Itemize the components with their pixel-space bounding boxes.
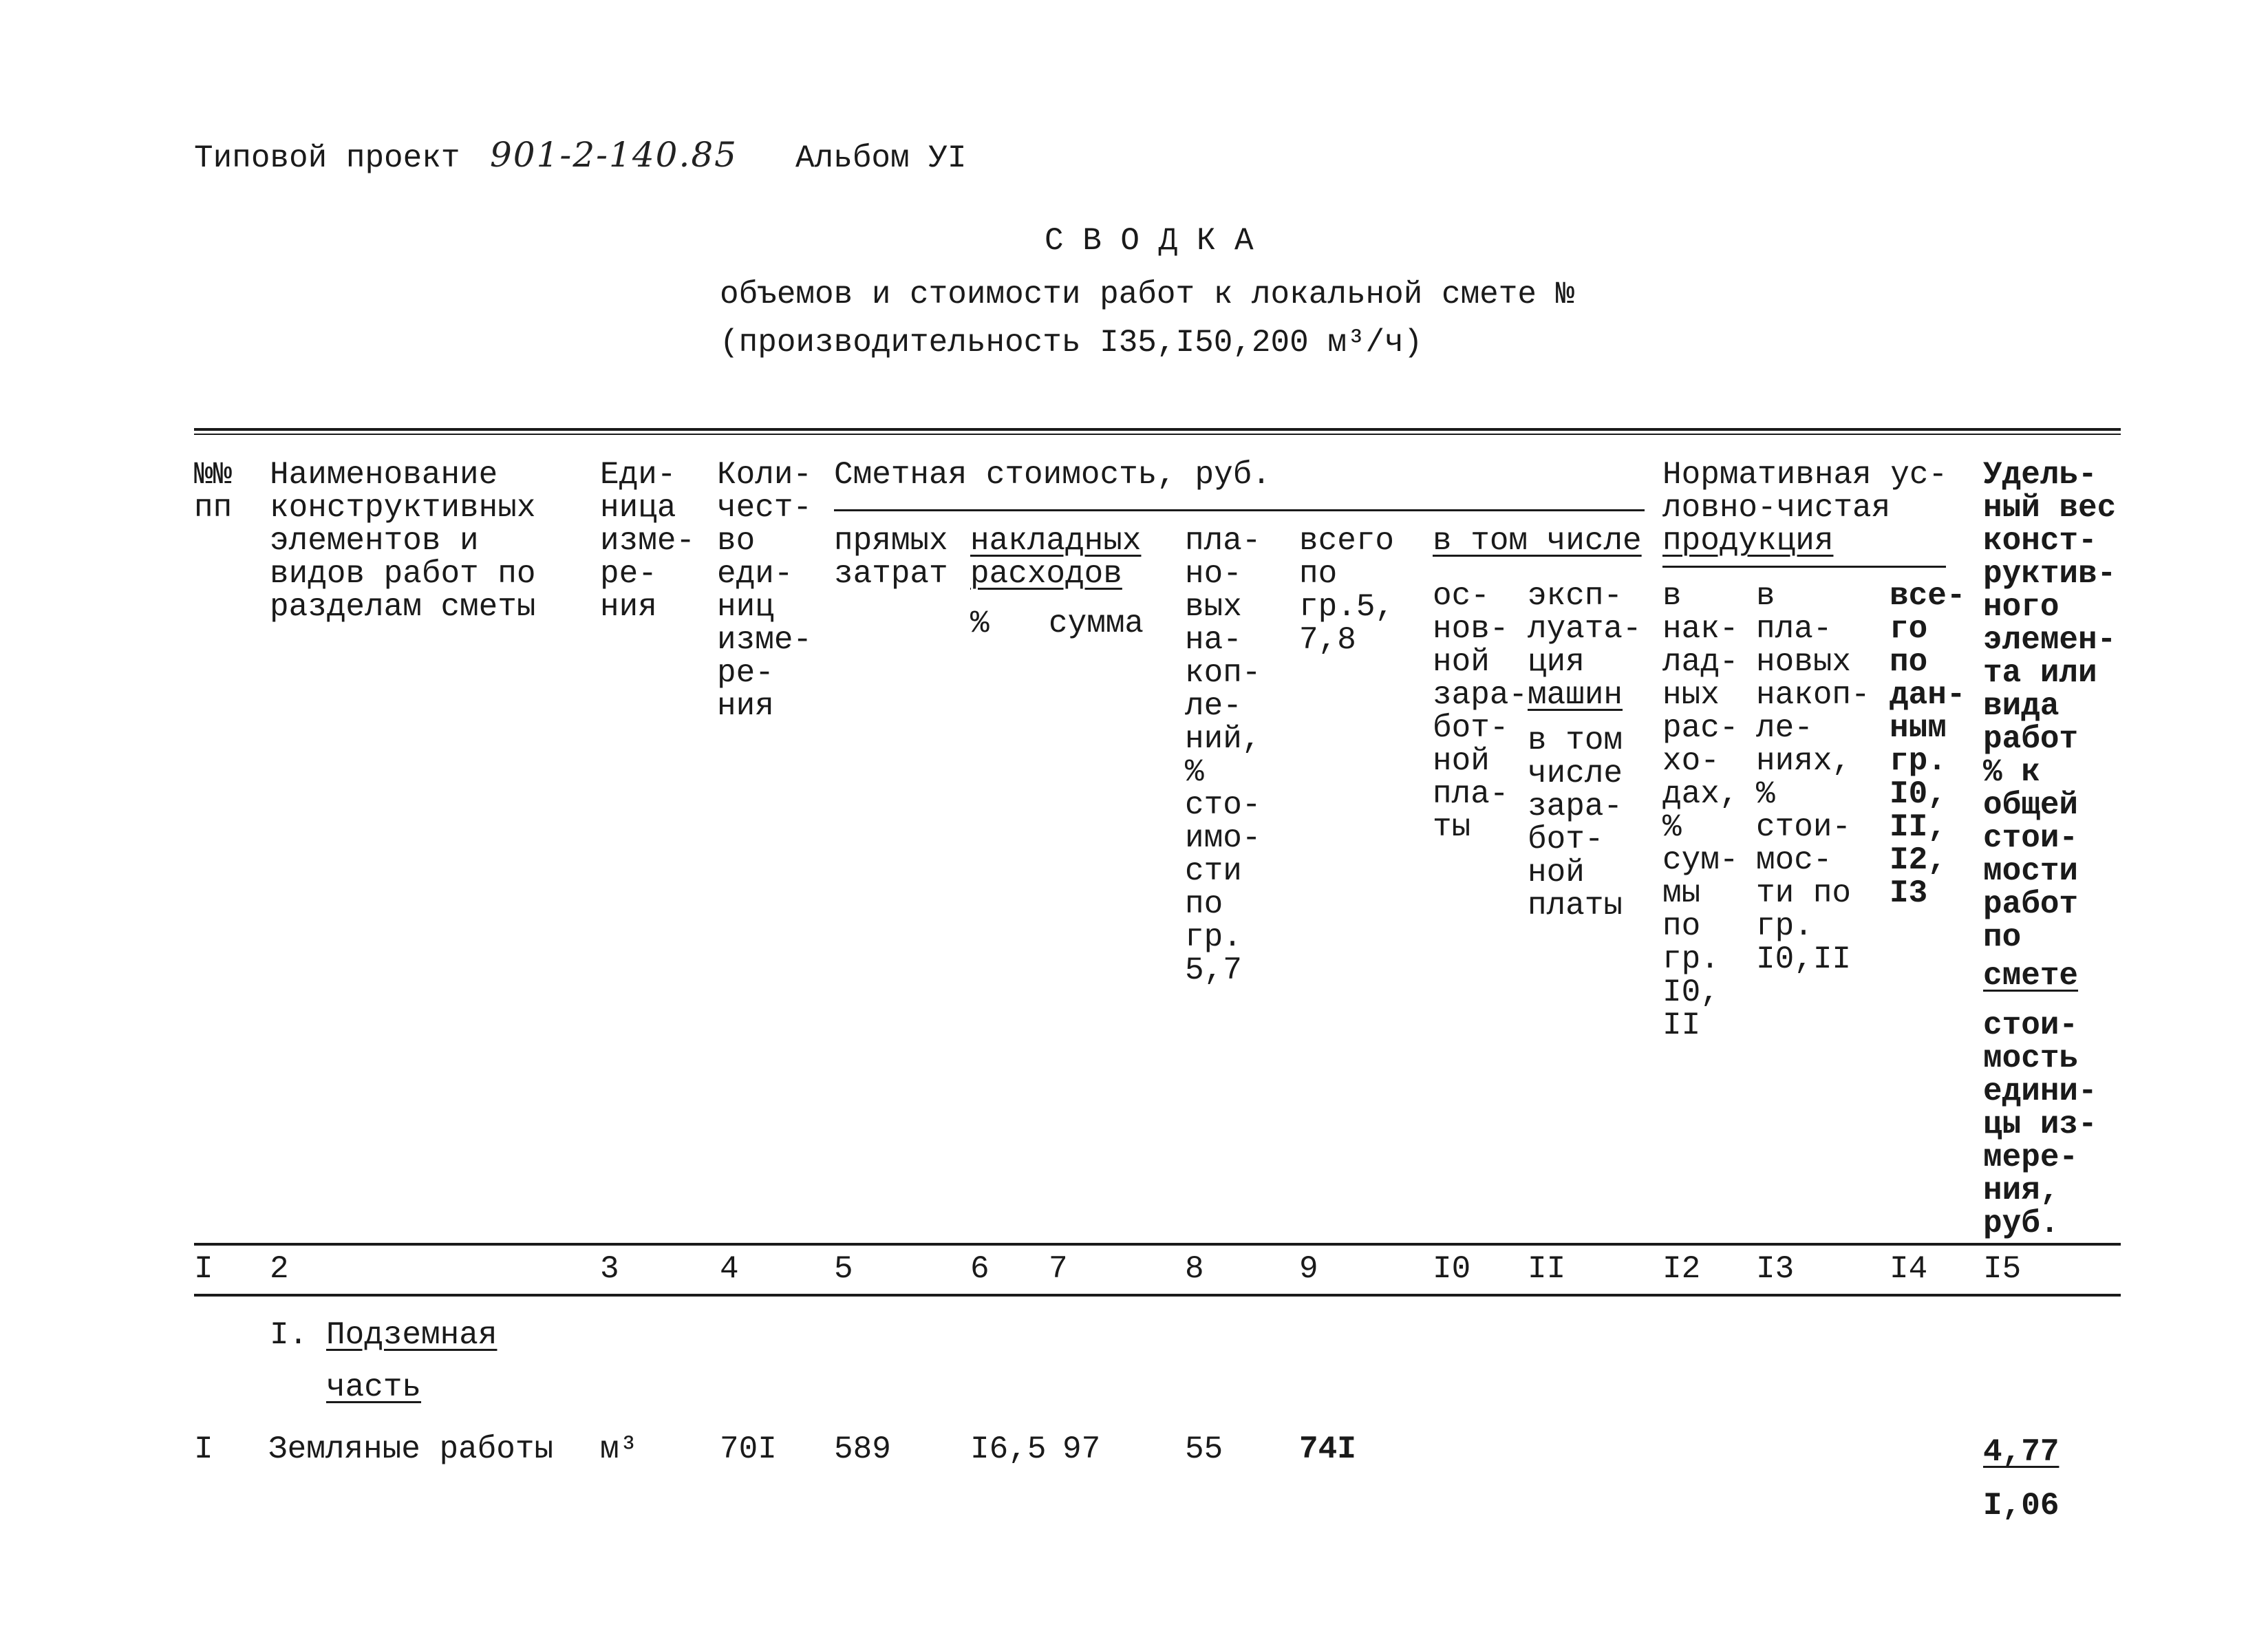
row-total: 74I [1299,1431,1356,1467]
header-per-estimate: смете [1983,958,2079,994]
header-unit-cost: стои- мость едини- цы из- мере- ния, руб. [1983,1007,2097,1241]
header-quantity: Коли- чест- во еди- ниц изме- ре- ния [717,457,813,724]
header-including: в том числе [1433,523,1642,559]
header-total: всего по гр.5, 7,8 [1299,523,1395,658]
section-name-line1: Подземная [326,1317,498,1353]
row-direct-costs: 589 [834,1431,891,1467]
header-norm-overhead: в нак- лад- ных рас- хо- дах, % сум- мы по гр. I0, II [1662,578,1739,1043]
cost-group-rule [834,509,1645,511]
row-planned-savings: 55 [1185,1431,1223,1467]
row-quantity: 70I [720,1431,777,1467]
header-bottom-rule [194,1243,2121,1246]
column-number-5: 5 [834,1251,853,1287]
header-estimated-cost: Сметная стоимость, руб. [834,457,1271,493]
header-machine-operation: эксп- луата- ция [1528,578,1642,680]
column-number-15: I5 [1983,1251,2022,1287]
column-number-10: I0 [1433,1251,1471,1287]
column-number-4: 4 [720,1251,739,1287]
column-number-13: I3 [1756,1251,1795,1287]
column-numbers-bottom-rule [194,1294,2121,1297]
column-number-7: 7 [1049,1251,1068,1287]
column-number-2: 2 [270,1251,289,1287]
project-label: Типовой проект [194,140,460,176]
document-subtitle: объемов и стоимости работ к локальной смете № [720,277,1575,312]
header-machines: машин [1528,677,1623,713]
section-name-line2: часть [326,1369,422,1405]
header-overhead-sum: сумма [1049,606,1144,641]
column-number-3: 3 [600,1251,619,1287]
normative-group-rule [1662,566,1946,568]
document-title: С В О Д К А [1045,223,1254,259]
album-label: Альбом УI [795,140,967,176]
header-base-wages: ос- нов- ной зара- бот- ной пла- ты [1433,578,1528,845]
header-norm-planned: в пла- новых накоп- ле- ниях, % стои- мос- ти по гр. I0,II [1756,578,1870,977]
row-overhead-sum: 97 [1062,1431,1101,1467]
header-number: №№ пп [194,457,233,526]
section-number: I. [270,1317,308,1353]
header-specific-weight: Удель- ный вес конст- руктив- ного элемен- та или вида работ % к общей стои- мости работ по [1983,457,2117,955]
header-machine-wages: в том числе зара- бот- ной платы [1528,723,1623,924]
column-number-14: I4 [1890,1251,1928,1287]
column-number-6: 6 [970,1251,989,1287]
row-unit-cost: I,06 [1983,1488,2060,1524]
column-number-12: I2 [1662,1251,1701,1287]
header-overhead: накладных расходов [970,523,1142,592]
header-norm-total: все- го по дан- ным гр. I0, II, I2, I3 [1890,578,1966,911]
table-top-rule-2 [194,434,2121,435]
row-name: Земляные работы [268,1431,554,1467]
header-overhead-percent: % [970,606,989,641]
row-specific-weight: 4,77 [1983,1434,2060,1470]
header-unit: Еди- ница изме- ре- ния [600,457,696,625]
row-number: I [194,1431,213,1467]
document-capacity: (производительность I35,I50,200 м³/ч) [720,325,1423,361]
table-top-rule [194,428,2121,431]
row-overhead-percent: I6,5 [970,1431,1047,1467]
column-number-1: I [194,1251,213,1287]
column-number-9: 9 [1299,1251,1318,1287]
column-number-8: 8 [1185,1251,1204,1287]
header-planned-savings: пла- но- вых на- коп- ле- ний, % сто- имо- сти по гр. 5,7 [1185,523,1261,988]
project-number: 901-2-140.85 [490,135,738,175]
header-direct-costs: прямых затрат [834,523,948,592]
header-normative-1: Нормативная ус- [1662,457,1948,493]
header-element-name: Наименование конструктивных элементов и видов работ по разделам сметы [270,457,536,625]
column-number-11: II [1528,1251,1566,1287]
row-unit: м³ [600,1431,639,1467]
header-normative-3: продукция [1662,523,1834,559]
header-normative-2: ловно-чистая [1662,490,1891,526]
